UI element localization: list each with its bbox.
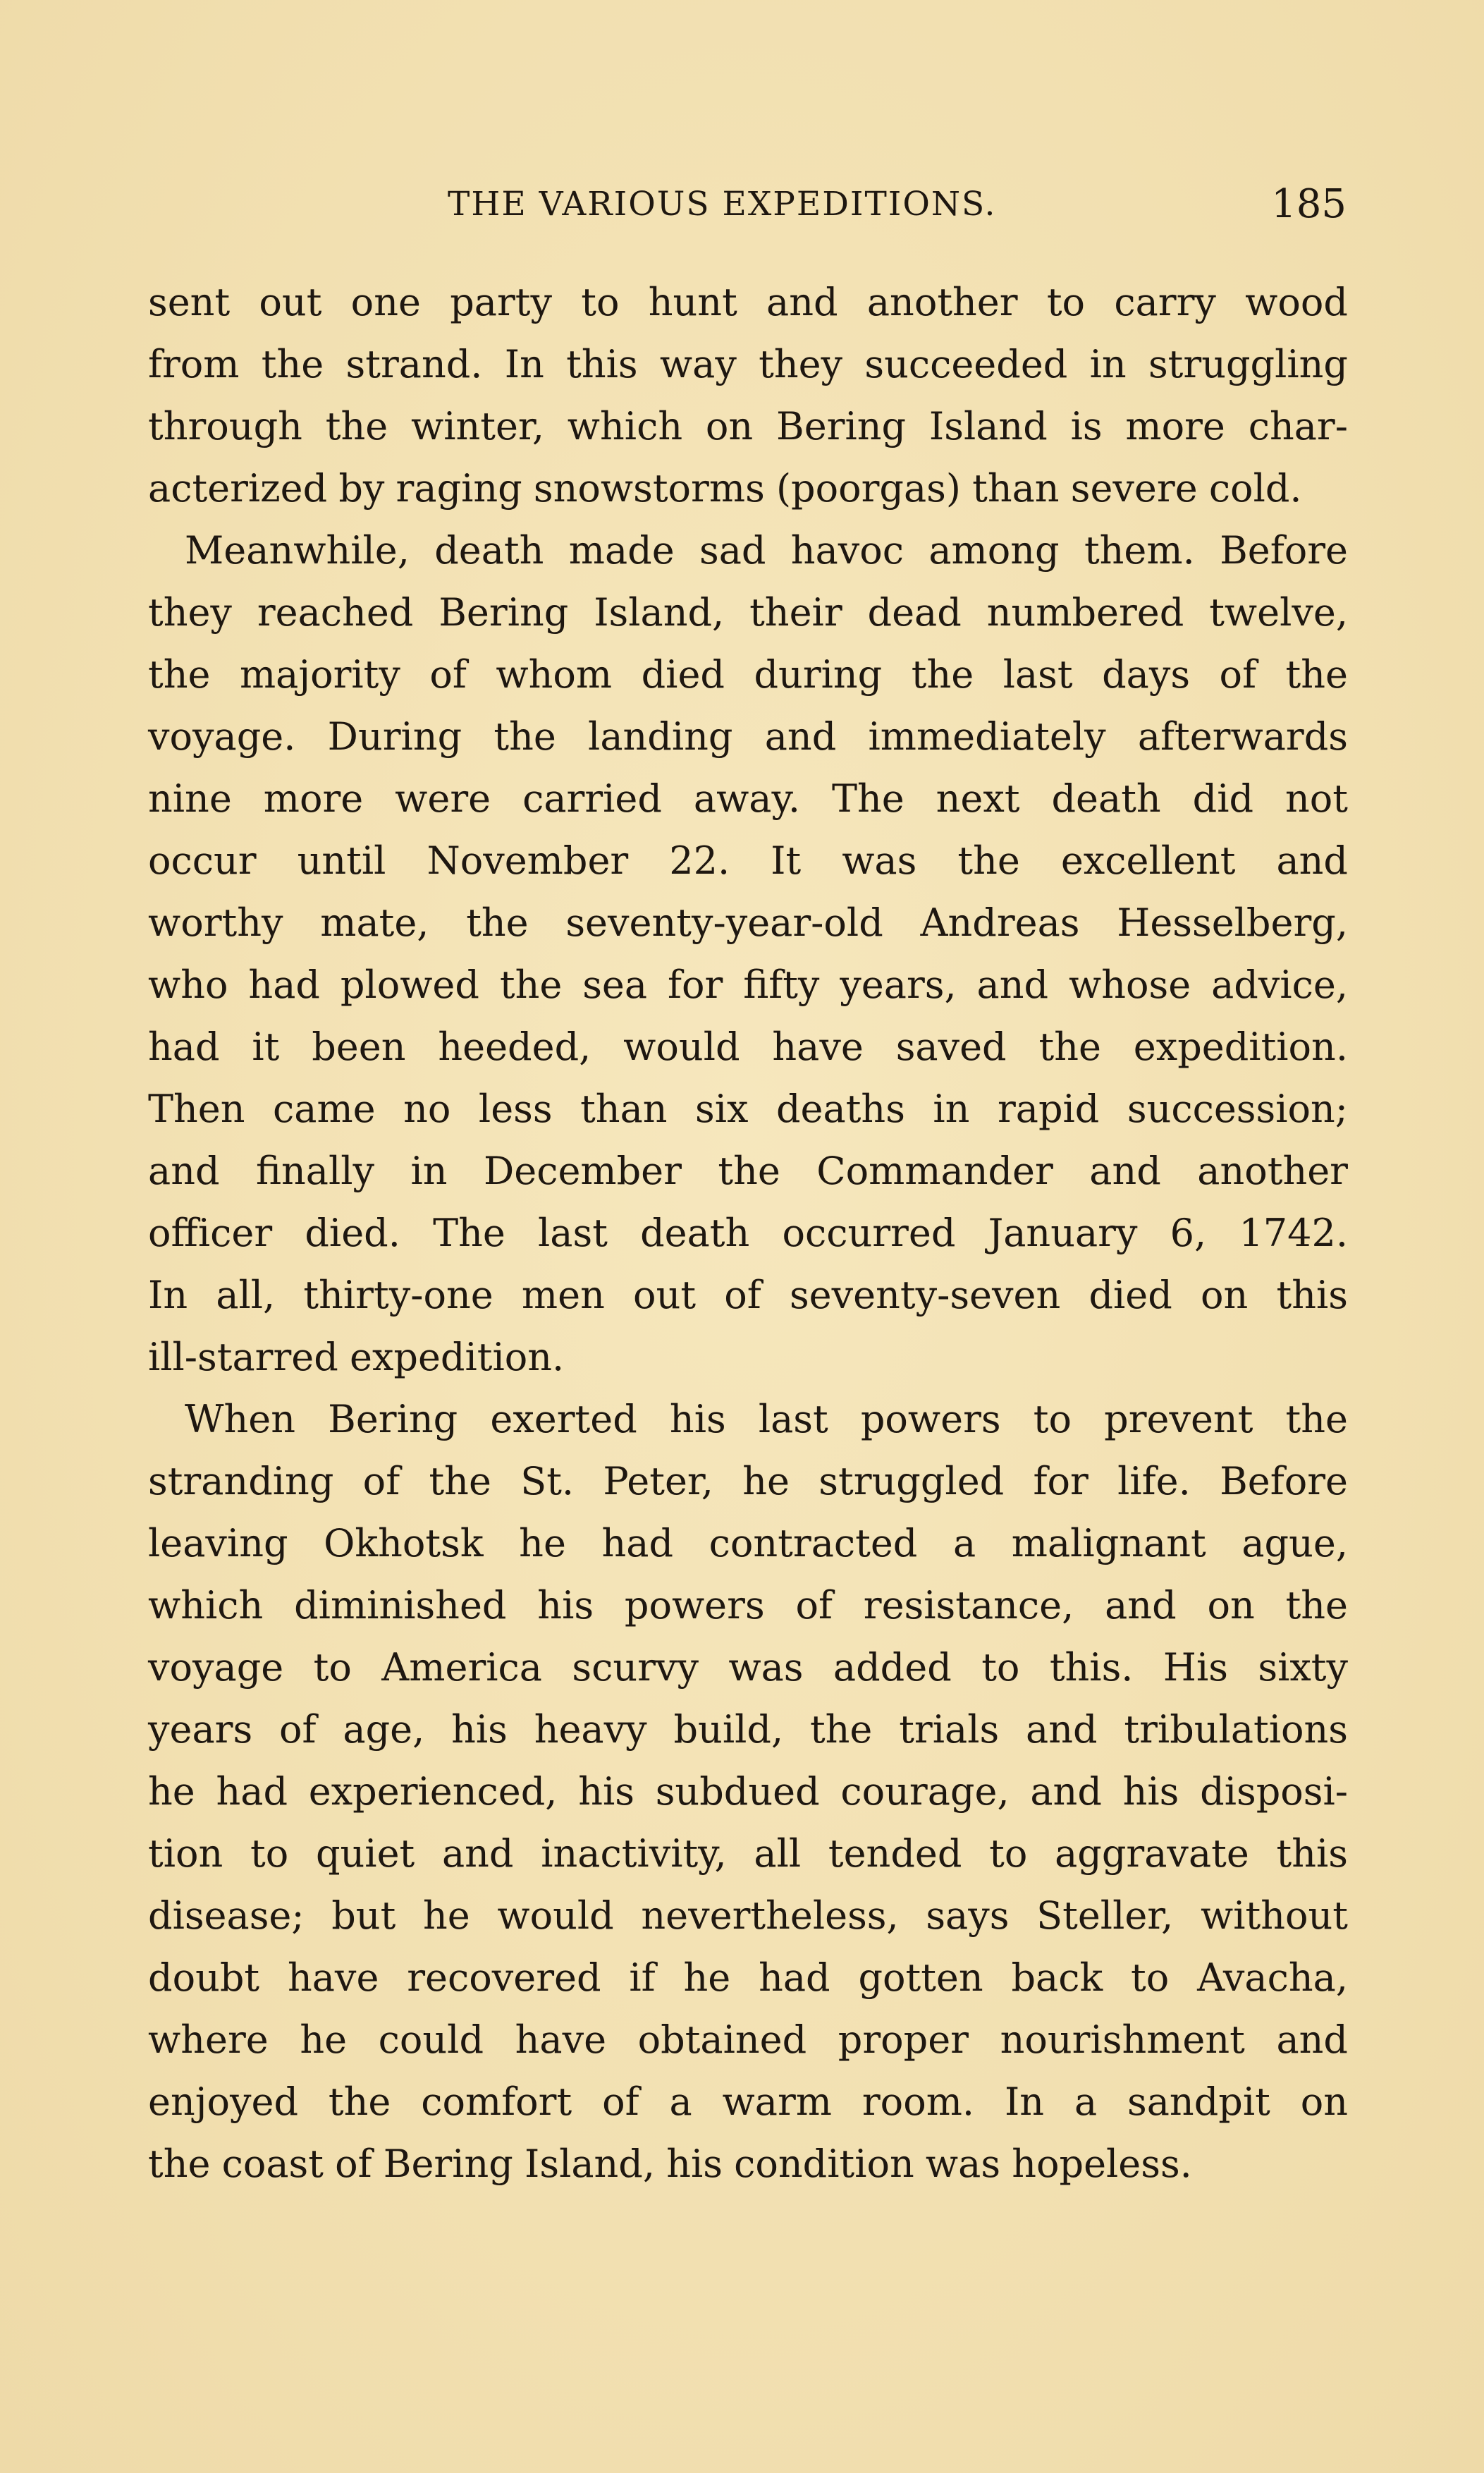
- text-line: enjoyed the comfort of a warm room. In a sandpit on: [148, 2080, 1348, 2124]
- text-line: and finally in December the Commander and another: [148, 1149, 1348, 1193]
- text-line: where he could have obtained proper nourishment and: [148, 2017, 1348, 2062]
- text-line: nine more were carried away. The next death did not: [148, 776, 1348, 821]
- running-title: THE VARIOUS EXPEDITIONS.: [448, 185, 997, 224]
- text-line: the majority of whom died during the last days of the: [148, 652, 1348, 697]
- running-header: [148, 180, 1347, 229]
- text-line: leaving Okhotsk he had contracted a malignant ague,: [148, 1521, 1348, 1565]
- text-line: who had plowed the sea for fifty years, and whose advice,: [148, 963, 1348, 1007]
- text-line: they reached Bering Island, their dead numbered twelve,: [148, 590, 1348, 635]
- paragraph-start-line: Meanwhile, death made sad havoc among them. Before: [185, 528, 1348, 573]
- text-line: voyage to America scurvy was added to this. His sixty: [148, 1645, 1348, 1690]
- paragraph-end-line: ill-starred expedition.: [148, 1335, 565, 1379]
- text-line: worthy mate, the seventy-year-old Andreas Hesselberg,: [148, 900, 1348, 945]
- text-line: sent out one party to hunt and another to carry wood: [148, 280, 1348, 324]
- body-text: [148, 271, 1348, 2195]
- paragraph-start-line: When Bering exerted his last powers to prevent the: [185, 1397, 1348, 1441]
- paragraph-end-line: the coast of Bering Island, his condition was hopeless.: [148, 2142, 1192, 2186]
- text-line: occur until November 22. It was the excellent and: [148, 838, 1348, 883]
- page-number: 185: [1271, 181, 1347, 227]
- text-line: voyage. During the landing and immediately afterwards: [148, 714, 1348, 759]
- text-line: from the strand. In this way they succeeded in struggling: [148, 342, 1348, 386]
- paragraph-end-line: acterized by raging snowstorms (poorgas) than severe cold.: [148, 466, 1302, 511]
- text-line: had it been heeded, would have saved the expedition.: [148, 1025, 1348, 1069]
- text-line: officer died. The last death occurred January 6, 1742.: [148, 1211, 1348, 1255]
- text-line: In all, thirty-one men out of seventy-seven died on this: [148, 1273, 1348, 1317]
- text-line: years of age, his heavy build, the trials and tribulations: [148, 1707, 1348, 1752]
- text-line: tion to quiet and inactivity, all tended to aggravate this: [148, 1831, 1348, 1876]
- text-line: disease; but he would nevertheless, says Steller, without: [148, 1893, 1348, 1938]
- text-line: Then came no less than six deaths in rapid succession;: [148, 1087, 1348, 1131]
- text-line: he had experienced, his subdued courage, and his disposi-: [148, 1769, 1348, 1814]
- text-line: through the winter, which on Bering Island is more char-: [148, 404, 1348, 448]
- text-line: which diminished his powers of resistance, and on the: [148, 1583, 1348, 1628]
- text-line: doubt have recovered if he had gotten back to Avacha,: [148, 1955, 1348, 2000]
- text-line: stranding of the St. Peter, he struggled for life. Before: [148, 1459, 1348, 1503]
